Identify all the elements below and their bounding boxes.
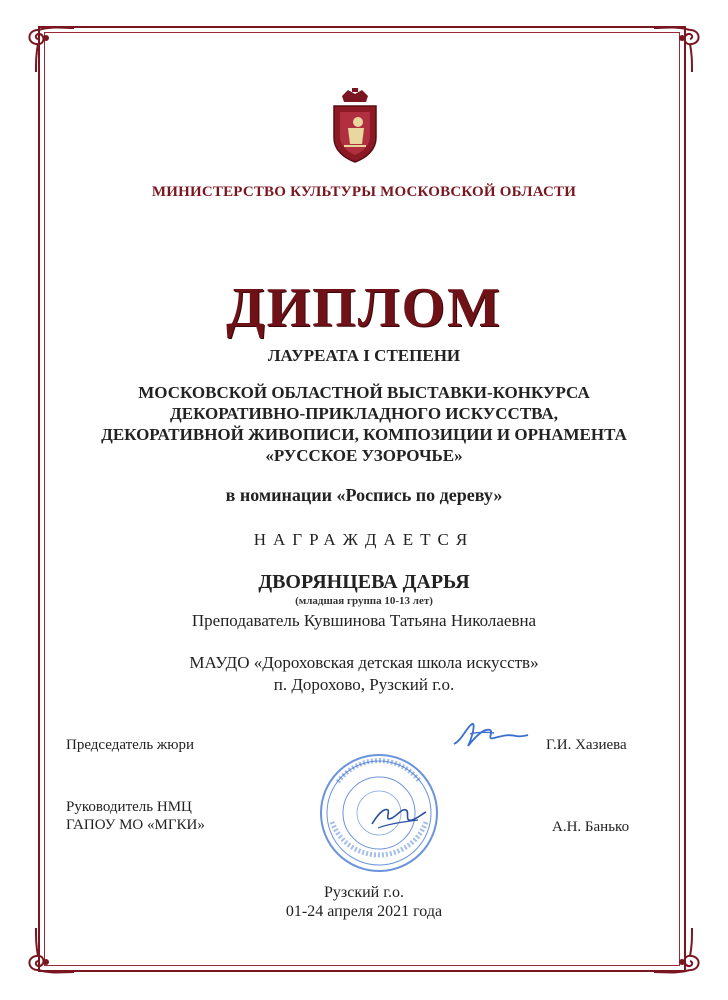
corner-ornament-icon [636, 16, 706, 76]
awarded-label: НАГРАЖДАЕТСЯ [253, 530, 475, 549]
recipient-name: ДВОРЯНЦЕВА ДАРЬЯ [258, 571, 470, 593]
laureate-degree: ЛАУРЕАТА I СТЕПЕНИ [267, 346, 461, 365]
teacher: Преподаватель Кувшинова Татьяна Николаевна [191, 611, 537, 630]
contest-name [60, 382, 668, 466]
school-name: МАУДО «Дороховская детская школа искусств» [189, 653, 539, 672]
coat-of-arms-icon [328, 88, 382, 164]
corner-ornament-icon [636, 924, 706, 984]
school [60, 652, 668, 696]
nomination: в номинации «Роспись по дереву» [225, 485, 503, 505]
contest-line: МОСКОВСКОЙ ОБЛАСТНОЙ ВЫСТАВКИ-КОНКУРСА [138, 383, 590, 402]
corner-ornament-icon [22, 16, 92, 76]
place: Рузский г.о. [324, 884, 404, 901]
place-and-date [60, 883, 668, 921]
jury-chair-title: Председатель жюри [66, 737, 195, 753]
contest-line: «РУССКОЕ УЗОРОЧЬЕ» [265, 446, 463, 465]
diploma-title: ДИПЛОМ [226, 277, 502, 339]
nmc-title-line: Руководитель НМЦ [66, 799, 192, 815]
nmc-signature-icon [368, 800, 428, 834]
jury-chair-name: Г.И. Хазиева [546, 737, 627, 753]
school-location: п. Дорохово, Рузский г.о. [273, 675, 455, 694]
nmc-head-title [66, 798, 205, 834]
age-group: (младшая группа 10-13 лет) [295, 595, 433, 607]
nmc-title-line: ГАПОУ МО «МГКИ» [66, 817, 205, 833]
corner-ornament-icon [22, 924, 92, 984]
date: 01-24 апреля 2021 года [285, 903, 443, 920]
contest-line: ДЕКОРАТИВНОЙ ЖИВОПИСИ, КОМПОЗИЦИИ И ОРНАМЕНТА [101, 425, 627, 444]
ministry-title: МИНИСТЕРСТВО КУЛЬТУРЫ МОСКОВСКОЙ ОБЛАСТИ [151, 184, 577, 200]
contest-line: ДЕКОРАТИВНО-ПРИКЛАДНОГО ИСКУССТВА, [170, 404, 558, 423]
jury-signature-icon [450, 718, 530, 754]
nmc-head-name: А.Н. Банько [552, 819, 630, 835]
